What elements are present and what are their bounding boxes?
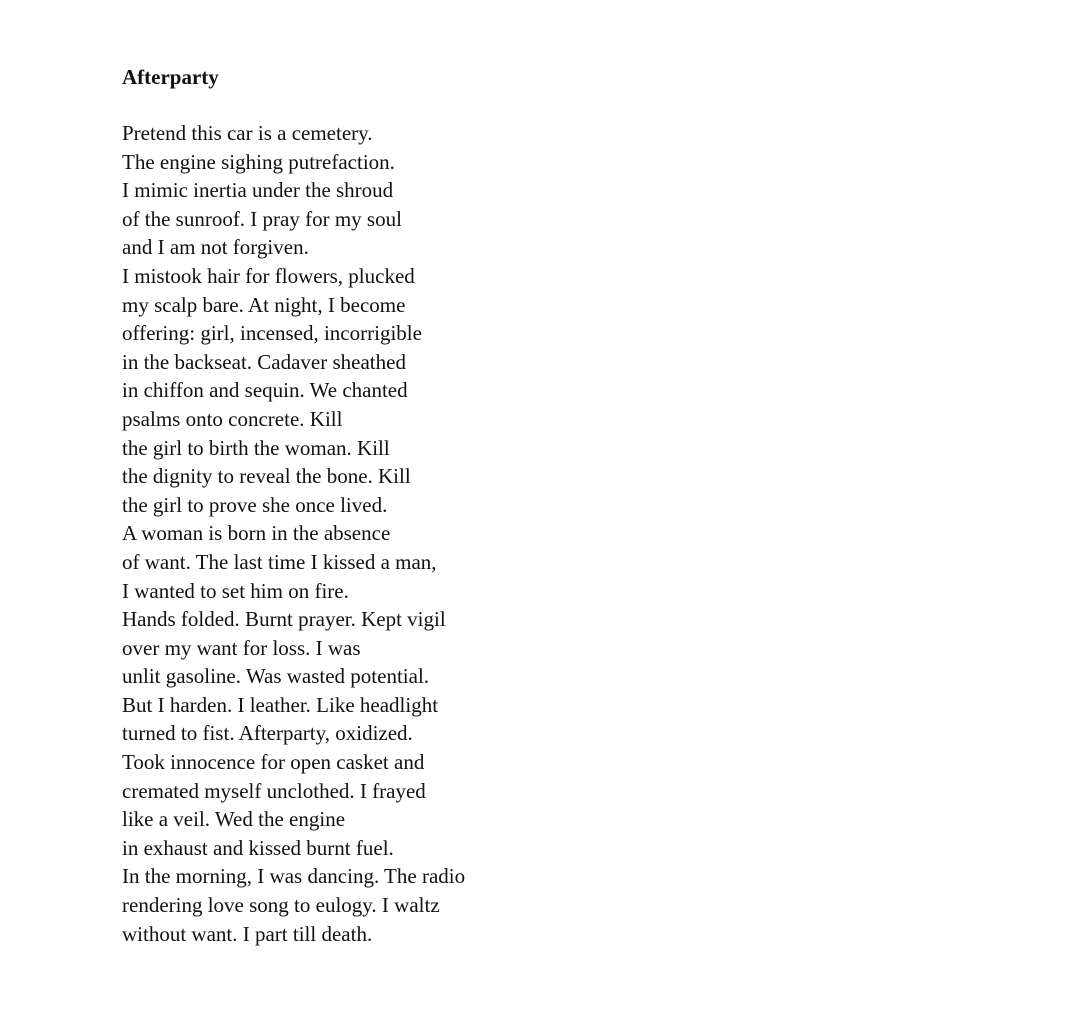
poem-line: and I am not forgiven.	[122, 235, 309, 260]
document-page	[122, 62, 822, 948]
poem-line: Pretend this car is a cemetery.	[122, 121, 373, 145]
poem-line: the girl to birth the woman. Kill	[122, 435, 390, 460]
poem-line: of want. The last time I kissed a man,	[122, 549, 437, 574]
poem-body	[122, 119, 822, 948]
poem-line: without want. I part till death.	[122, 921, 373, 946]
poem-line: I mimic inertia under the shroud	[122, 178, 394, 203]
poem-line: cremated myself unclothed. I frayed	[122, 778, 426, 803]
poem-line: like a veil. Wed the engine	[122, 807, 346, 832]
poem-line: I mistook hair for flowers, plucked	[122, 263, 415, 288]
poem-line: turned to fist. Afterparty, oxidized.	[122, 721, 413, 746]
poem-line: the dignity to reveal the bone. Kill	[122, 464, 411, 489]
poem-line: in chiffon and sequin. We chanted	[122, 378, 408, 403]
poem-line: In the morning, I was dancing. The radio	[122, 864, 466, 889]
poem-line: the girl to prove she once lived.	[122, 492, 388, 517]
poem-line: Hands folded. Burnt prayer. Kept vigil	[122, 607, 446, 632]
poem-line: my scalp bare. At night, I become	[122, 292, 406, 317]
poem-line: rendering love song to eulogy. I waltz	[122, 893, 440, 918]
poem-title: Afterparty	[122, 65, 219, 89]
poem-line: in exhaust and kissed burnt fuel.	[122, 835, 394, 860]
poem-line: I wanted to set him on fire.	[122, 578, 349, 603]
poem-line: in the backseat. Cadaver sheathed	[122, 349, 406, 374]
poem-line: But I harden. I leather. Like headlight	[122, 692, 439, 717]
poem-line: offering: girl, incensed, incorrigible	[122, 321, 422, 346]
poem-line: The engine sighing putrefaction.	[122, 149, 395, 174]
poem-line: A woman is born in the absence	[122, 521, 391, 546]
poem-line: Took innocence for open casket and	[122, 750, 425, 775]
poem-line: psalms onto concrete. Kill	[122, 406, 343, 431]
poem-line: of the sunroof. I pray for my soul	[122, 206, 402, 231]
poem-line: over my want for loss. I was	[122, 635, 361, 660]
poem-line: unlit gasoline. Was wasted potential.	[122, 664, 430, 689]
